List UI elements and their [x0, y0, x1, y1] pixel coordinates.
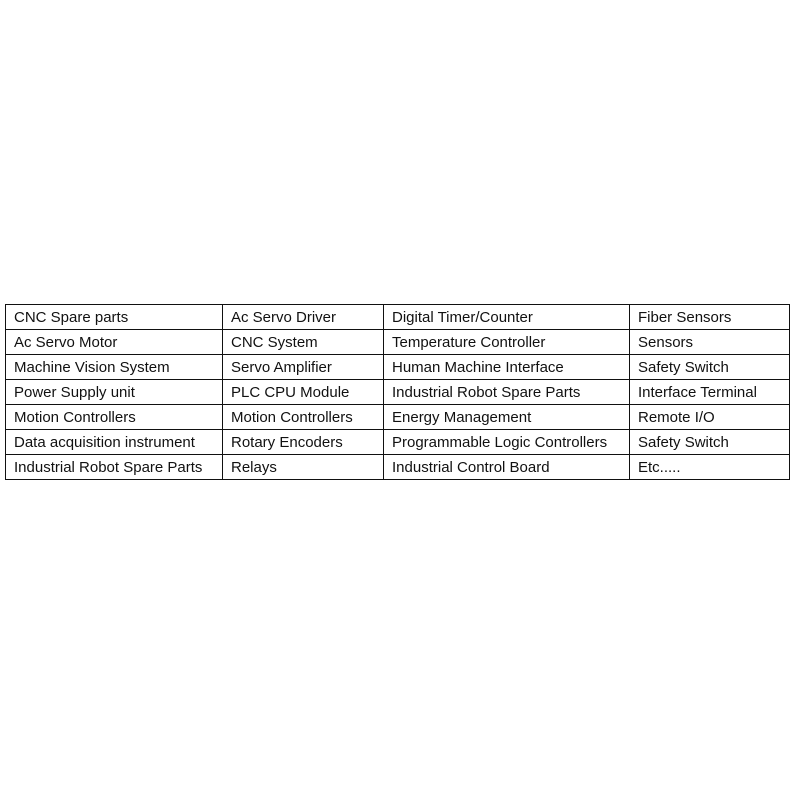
table-cell: Etc..... [630, 455, 790, 480]
table-cell: Industrial Robot Spare Parts [6, 455, 223, 480]
table-row [6, 405, 790, 430]
table-row [6, 380, 790, 405]
table-cell: Human Machine Interface [384, 355, 630, 380]
table-cell: Remote I/O [630, 405, 790, 430]
table-cell: Machine Vision System [6, 355, 223, 380]
table-cell: Industrial Control Board [384, 455, 630, 480]
table-cell: Motion Controllers [223, 405, 384, 430]
table-row [6, 305, 790, 330]
table-cell: Ac Servo Motor [6, 330, 223, 355]
table-cell: PLC CPU Module [223, 380, 384, 405]
table-cell: Motion Controllers [6, 405, 223, 430]
table-cell: Safety Switch [630, 355, 790, 380]
table-cell: CNC Spare parts [6, 305, 223, 330]
table-cell: Digital Timer/Counter [384, 305, 630, 330]
table-cell: Interface Terminal [630, 380, 790, 405]
table-cell: Relays [223, 455, 384, 480]
table-cell: Data acquisition instrument [6, 430, 223, 455]
table-cell: Programmable Logic Controllers [384, 430, 630, 455]
table-cell: Sensors [630, 330, 790, 355]
table-cell: Ac Servo Driver [223, 305, 384, 330]
table-cell: Servo Amplifier [223, 355, 384, 380]
table-row [6, 330, 790, 355]
table-cell: Energy Management [384, 405, 630, 430]
table-cell: Temperature Controller [384, 330, 630, 355]
product-category-table [5, 304, 790, 480]
table-cell: Safety Switch [630, 430, 790, 455]
table-cell: Industrial Robot Spare Parts [384, 380, 630, 405]
table-cell: Fiber Sensors [630, 305, 790, 330]
table-cell: Power Supply unit [6, 380, 223, 405]
table-cell: CNC System [223, 330, 384, 355]
table-row [6, 430, 790, 455]
table-row [6, 455, 790, 480]
table-row [6, 355, 790, 380]
product-table-container [5, 304, 790, 480]
table-cell: Rotary Encoders [223, 430, 384, 455]
